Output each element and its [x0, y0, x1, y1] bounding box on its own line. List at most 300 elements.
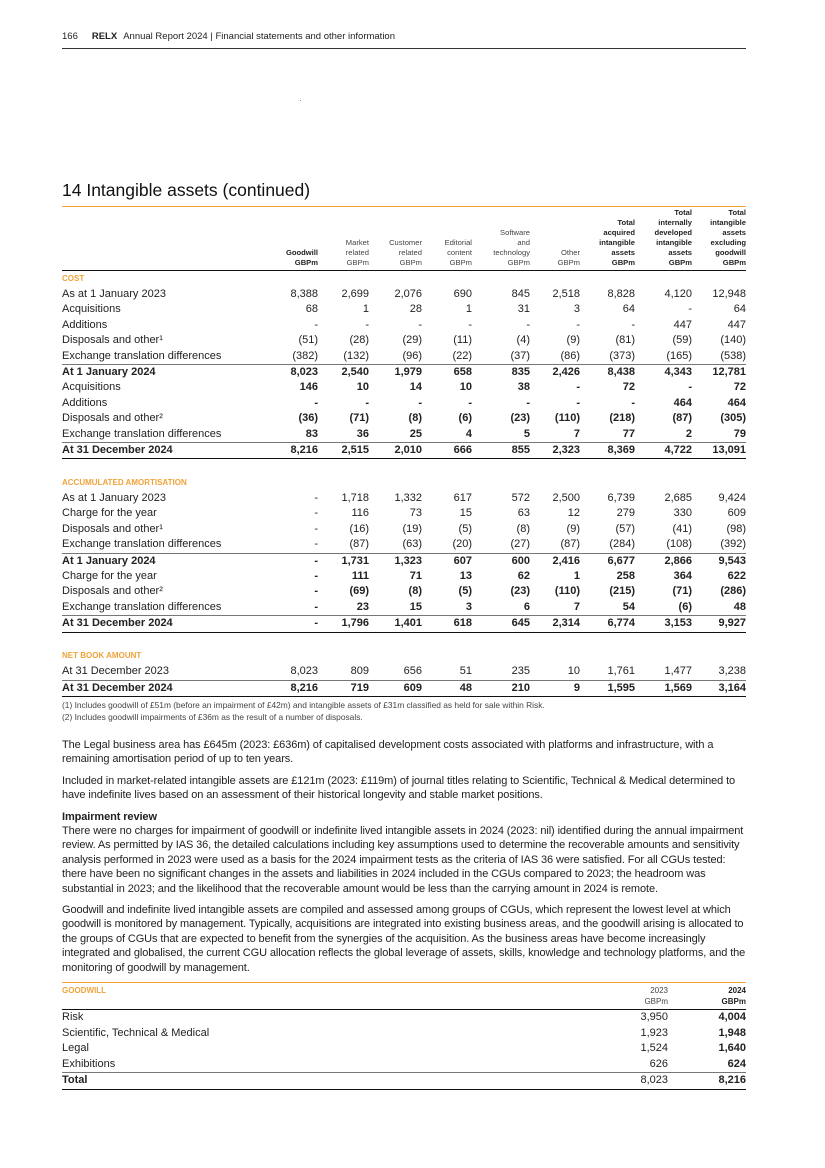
cell-value: (5)	[458, 522, 472, 535]
cell-value: (538)	[720, 349, 746, 362]
cell-value: (23)	[510, 412, 530, 425]
cell-value: (110)	[554, 412, 580, 425]
goodwill-heading: GOODWILL	[62, 983, 588, 1010]
cell-value: 645	[472, 616, 530, 632]
table-row	[62, 365, 746, 381]
cell-value: 4,722	[635, 443, 692, 459]
table-row	[62, 333, 746, 348]
cell-value: (6)	[458, 412, 472, 425]
cell-value: (87)	[349, 538, 369, 551]
cell-value: 447	[673, 318, 692, 331]
cell-value: 2,518	[552, 288, 580, 300]
cell-value: 364	[673, 570, 692, 582]
cell-value: (392)	[720, 538, 746, 551]
cell-value: -	[576, 381, 580, 394]
cell-value: (20)	[452, 538, 472, 551]
cell-value: -	[468, 396, 472, 409]
cell-value: 609	[369, 680, 422, 696]
cell-value: 1,477	[664, 665, 692, 678]
cell-value: (29)	[402, 334, 422, 347]
cell-value: 48	[422, 680, 472, 696]
cell-value: 4,120	[664, 288, 692, 300]
cell-value: -	[688, 381, 692, 394]
cell-value: -	[631, 396, 635, 409]
paragraph-cgu: Goodwill and indefinite lived intangible assets are compiled and assessed among groups of CGUs, which represent the lowest level at which goodwill is monitored by management. Typically, acquisitions are integrated into existing business areas, and the goodwill arising is allocated to the groups of CGUs that are expected to benefit from the synergies of the acquisition. As the business areas have become increasingly integrated and globalised, the current CGU allocation reflects the global leverage of assets, skills, knowledge and technology platforms, and the monitoring of goodwill by management.	[62, 904, 746, 974]
row-label: Exchange translation differences	[62, 427, 222, 440]
cell-value: 3,238	[718, 665, 746, 678]
cell-value: 68	[305, 303, 318, 316]
cell-value: 23	[356, 600, 369, 613]
cell-value: (8)	[516, 522, 530, 535]
cell-value: 658	[422, 365, 472, 381]
row-label: Charge for the year	[62, 570, 157, 582]
goodwill-col-2023	[588, 983, 668, 1010]
cell-value: 71	[409, 570, 422, 582]
body-text	[62, 738, 750, 975]
cell-value: 8,216	[272, 680, 318, 696]
column-header: Other GBPm	[530, 207, 580, 271]
header-subtitle: Annual Report 2024 | Financial statements and other information	[123, 31, 395, 42]
cell-value: (57)	[615, 522, 635, 535]
cell-value: (8)	[408, 585, 422, 598]
goodwill-label: Total	[62, 1073, 588, 1090]
cell-value: 62	[517, 570, 530, 582]
cell-value: 8,023	[272, 365, 318, 381]
goodwill-table	[62, 983, 746, 1090]
cell-value: (5)	[458, 585, 472, 598]
table-row	[62, 287, 746, 302]
table-row	[62, 349, 746, 365]
cell-value: 2,010	[369, 443, 422, 459]
cell-value: (86)	[560, 349, 580, 362]
cell-value: (382)	[292, 349, 318, 362]
goodwill-row	[62, 1026, 746, 1042]
table-row	[62, 302, 746, 317]
cell-value: 1,323	[369, 553, 422, 569]
row-label: Exchange translation differences	[62, 600, 222, 613]
cell-value: -	[526, 396, 530, 409]
cell-value: 72	[733, 381, 746, 394]
cell-value: 10	[356, 381, 369, 394]
section-heading-row	[62, 648, 746, 664]
cell-value: (98)	[726, 522, 746, 535]
unit: GBPm	[721, 997, 746, 1007]
cell-value: (69)	[349, 585, 369, 598]
cell-value: 1,595	[580, 680, 635, 696]
spacer-cell	[62, 459, 746, 475]
cell-value: -	[631, 318, 635, 331]
cell-value: 51	[459, 665, 472, 678]
table-row	[62, 522, 746, 537]
goodwill-label: Exhibitions	[62, 1057, 116, 1070]
cell-value: 63	[517, 507, 530, 520]
cell-value: 210	[472, 680, 530, 696]
cell-value: -	[314, 585, 318, 598]
cell-value: 8,216	[272, 443, 318, 459]
cell-value: -	[688, 303, 692, 316]
row-label: At 31 December 2023	[62, 665, 170, 678]
cell-value: 3	[573, 303, 580, 316]
cell-value: (140)	[720, 334, 746, 347]
page-content	[62, 0, 746, 1120]
cell-value: -	[314, 491, 318, 504]
table-row	[62, 491, 746, 506]
cell-value: (110)	[554, 585, 580, 598]
cell-value: -	[314, 318, 318, 331]
cell-value: 8,438	[580, 365, 635, 381]
cell-value: -	[468, 318, 472, 331]
goodwill-2024: 8,216	[668, 1073, 746, 1090]
cell-value: 25	[409, 427, 422, 440]
table-row	[62, 680, 746, 696]
row-label: Disposals and other²	[62, 585, 163, 598]
table-row	[62, 664, 746, 680]
cell-value: -	[526, 318, 530, 331]
cell-value: 5	[523, 427, 530, 440]
cell-value: 15	[459, 507, 472, 520]
table-row	[62, 506, 746, 521]
paragraph-market-related: Included in market-related intangible assets are £121m (2023: £119m) of journal titles relating to Scientific, Technical & Medical determined to have indefinite lives based on an assessment of their historical longevity and stable market positions.	[62, 774, 736, 802]
goodwill-2024: 4,004	[718, 1011, 746, 1024]
table-row	[62, 411, 746, 426]
goodwill-total-row	[62, 1073, 746, 1090]
row-label: As at 1 January 2023	[62, 288, 166, 300]
cell-value: -	[418, 318, 422, 331]
cell-value: 2,685	[664, 491, 692, 504]
row-label: At 31 December 2024	[62, 443, 272, 459]
section-heading-row	[62, 475, 746, 491]
cell-value: 855	[472, 443, 530, 459]
cell-value: 73	[409, 507, 422, 520]
cell-value: 2,699	[341, 288, 369, 300]
cell-value: (16)	[349, 522, 369, 535]
cell-value: 2,500	[552, 491, 580, 504]
cell-value: -	[365, 318, 369, 331]
paragraph-legal-costs: The Legal business area has £645m (2023: £636m) of capitalised development costs associated with platforms and infrastructure, with a remaining amortisation period of up to ten years.	[62, 738, 714, 766]
table-row	[62, 600, 746, 616]
goodwill-col-2024	[668, 983, 746, 1010]
cell-value: 4	[465, 427, 472, 440]
cell-value: 8,369	[580, 443, 635, 459]
cell-value: (59)	[672, 334, 692, 347]
section-spacer	[62, 632, 746, 648]
row-label: Disposals and other¹	[62, 334, 163, 347]
cell-value: 258	[616, 570, 635, 582]
row-label: Disposals and other²	[62, 412, 163, 425]
cell-value: (132)	[343, 349, 369, 362]
cell-value: 330	[673, 507, 692, 520]
goodwill-label: Risk	[62, 1011, 84, 1024]
cell-value: -	[418, 396, 422, 409]
cell-value: (8)	[408, 412, 422, 425]
cell-value: 656	[403, 665, 422, 678]
cell-value: 72	[622, 381, 635, 394]
row-label: Acquisitions	[62, 303, 121, 316]
paragraph-impairment: There were no charges for impairment of goodwill or indefinite lived intangible assets in 2024 (2023: nil) identified during the annual impairment review. As permitted by IAS 36, the detailed calculations including key assumptions used to determine the recoverable amounts and sensitivity analysis performed in 2023 were used as a basis for the 2024 impairment tests as the criteria of IAS 36 were satisfied. For all CGUs tested: there have been no significant changes in the assets and liabilities in 2024 included in the CGUs compared to 2023; the headroom was substantial in 2023; and the likelihood that the recoverable amount would be less than the carrying amount in 2024 is remote.	[62, 824, 744, 895]
cell-value: (87)	[560, 538, 580, 551]
cell-value: 2,866	[635, 553, 692, 569]
cell-value: 64	[733, 303, 746, 316]
impairment-heading: Impairment review	[62, 810, 157, 823]
cell-value: 9,927	[692, 616, 746, 632]
row-label: At 31 December 2024	[62, 616, 272, 632]
table-row	[62, 569, 746, 584]
cell-value: 8,388	[290, 288, 318, 300]
cell-value: (6)	[678, 600, 692, 613]
section-title: 14 Intangible assets (continued)	[62, 180, 311, 200]
cell-value: (63)	[402, 538, 422, 551]
cell-value: 12,781	[692, 365, 746, 381]
cell-value: 719	[318, 680, 369, 696]
goodwill-header-row	[62, 983, 746, 1010]
cell-value: 9,424	[718, 491, 746, 504]
page-number: 166	[62, 31, 78, 42]
cell-value: 2,416	[530, 553, 580, 569]
row-label: Additions	[62, 396, 108, 409]
cell-value: 1	[573, 570, 580, 582]
column-header: Total internally developed intangible assets GBPm	[635, 207, 692, 271]
table-header-row	[62, 207, 746, 271]
section-spacer	[62, 459, 746, 475]
cell-value: 1,401	[369, 616, 422, 632]
table-row	[62, 443, 746, 459]
goodwill-row	[62, 1041, 746, 1057]
cell-value: (218)	[609, 412, 635, 425]
cell-value: 6	[523, 600, 530, 613]
table-row	[62, 537, 746, 553]
cell-value: 1,979	[369, 365, 422, 381]
cell-value: 1,332	[394, 491, 422, 504]
row-label: Disposals and other¹	[62, 522, 163, 535]
cell-value: (305)	[720, 412, 746, 425]
cell-value: 279	[616, 507, 635, 520]
spacer-cell	[62, 632, 746, 648]
cell-value: (28)	[349, 334, 369, 347]
cell-value: 690	[453, 288, 472, 300]
cell-value: 6,774	[580, 616, 635, 632]
goodwill-2024: 624	[727, 1057, 746, 1070]
column-header: Market related GBPm	[318, 207, 369, 271]
goodwill-2024: 1,640	[718, 1042, 746, 1055]
cell-value: 845	[511, 288, 530, 300]
cell-value: 809	[350, 665, 369, 678]
cell-value: 12,948	[712, 288, 746, 300]
cell-value: -	[314, 522, 318, 535]
cell-value: 235	[511, 665, 530, 678]
cell-value: 617	[453, 491, 472, 504]
cell-value: 607	[422, 553, 472, 569]
cell-value: 1,569	[635, 680, 692, 696]
row-label: Exchange translation differences	[62, 349, 222, 362]
cell-value: 36	[356, 427, 369, 440]
cell-value: 2,540	[318, 365, 369, 381]
cell-value: 146	[299, 381, 318, 394]
footnotes	[62, 699, 746, 724]
goodwill-label: Legal	[62, 1042, 89, 1055]
cell-value: 1,718	[341, 491, 369, 504]
cell-value: 8,828	[607, 288, 635, 300]
table-row	[62, 396, 746, 411]
cell-value: 38	[517, 381, 530, 394]
cell-value: 54	[622, 600, 635, 613]
cell-value: 1,731	[318, 553, 369, 569]
row-label: Charge for the year	[62, 507, 157, 520]
section-heading: COST	[62, 274, 85, 283]
column-header: Editorial content GBPm	[422, 207, 472, 271]
cell-value: 7	[573, 600, 580, 613]
cell-value: 79	[733, 427, 746, 440]
cell-value: 618	[422, 616, 472, 632]
cell-value: 3,164	[692, 680, 746, 696]
cell-value: 600	[472, 553, 530, 569]
goodwill-row	[62, 1010, 746, 1026]
cell-value: 7	[573, 427, 580, 440]
cell-value: 2	[685, 427, 692, 440]
cell-value: 2,076	[394, 288, 422, 300]
cell-value: (9)	[566, 522, 580, 535]
cell-value: (37)	[510, 349, 530, 362]
cell-value: 77	[622, 427, 635, 440]
cell-value: (71)	[349, 412, 369, 425]
cell-value: (215)	[609, 585, 635, 598]
footnote-1: (1) Includes goodwill of £51m (before an impairment of £42m) and intangible assets of £31m classified as held for sale within Risk.	[62, 699, 545, 710]
cell-value: 13,091	[692, 443, 746, 459]
cell-value: 111	[351, 570, 369, 582]
cell-value: -	[314, 538, 318, 551]
cell-value: -	[272, 616, 318, 632]
cell-value: -	[365, 396, 369, 409]
cell-value: 13	[459, 570, 472, 582]
cell-value: (11)	[453, 334, 472, 347]
row-label: At 1 January 2024	[62, 365, 272, 381]
cell-value: (81)	[615, 334, 635, 347]
cell-value: (41)	[672, 522, 692, 535]
cell-value: 6,739	[607, 491, 635, 504]
cell-value: -	[272, 553, 318, 569]
cell-value: 10	[459, 381, 472, 394]
section-heading: ACCUMULATED AMORTISATION	[62, 477, 187, 487]
goodwill-2024: 1,948	[718, 1026, 746, 1039]
column-header: Goodwill GBPm	[272, 207, 318, 271]
cell-value: (373)	[609, 349, 635, 362]
cell-value: 572	[511, 491, 530, 504]
cell-value: 116	[351, 507, 369, 520]
brand-name: RELX	[91, 31, 118, 42]
cell-value: (71)	[672, 585, 692, 598]
cell-value: 2,314	[530, 616, 580, 632]
footnote-2: (2) Includes goodwill impairments of £36m as the result of a number of disposals.	[62, 712, 363, 723]
cell-value: (36)	[298, 412, 318, 425]
row-label: As at 1 January 2023	[62, 491, 166, 504]
cell-value: (4)	[516, 334, 530, 347]
cell-value: 31	[517, 303, 530, 316]
column-header: Total acquired intangible assets GBPm	[580, 207, 635, 271]
goodwill-2023: 1,923	[640, 1026, 668, 1039]
cell-value: 12	[567, 507, 580, 520]
cell-value: 48	[733, 600, 746, 613]
cell-value: (96)	[402, 349, 422, 362]
cell-value: 15	[409, 600, 422, 613]
cell-value: 8,023	[290, 665, 318, 678]
cell-value: 622	[727, 570, 746, 582]
year-2023: 2023	[650, 986, 668, 996]
goodwill-row	[62, 1057, 746, 1073]
header-blank	[62, 207, 272, 271]
cell-value: 10	[567, 665, 580, 678]
cell-value: 835	[472, 365, 530, 381]
row-label: At 1 January 2024	[62, 553, 272, 569]
cell-value: 2,323	[530, 443, 580, 459]
cell-value: (23)	[510, 585, 530, 598]
cell-value: -	[314, 507, 318, 520]
goodwill-label: Scientific, Technical & Medical	[62, 1026, 210, 1039]
cell-value: 447	[727, 318, 746, 331]
cell-value: 2,515	[318, 443, 369, 459]
cell-value: 666	[422, 443, 472, 459]
table-row	[62, 427, 746, 443]
cell-value: (22)	[452, 349, 472, 362]
table-row	[62, 553, 746, 569]
cell-value: (87)	[672, 412, 692, 425]
cell-value: (108)	[666, 538, 692, 551]
cell-value: 1	[362, 303, 369, 316]
goodwill-2023: 3,950	[640, 1011, 668, 1024]
cell-value: (19)	[402, 522, 422, 535]
table-row	[62, 584, 746, 599]
cell-value: (9)	[566, 334, 580, 347]
cell-value: -	[576, 318, 580, 331]
row-label: At 31 December 2024	[62, 680, 272, 696]
cell-value: 1	[465, 303, 472, 316]
table-row	[62, 616, 746, 632]
cell-value: (284)	[609, 538, 635, 551]
goodwill-2023: 8,023	[588, 1073, 668, 1090]
intangible-assets-table	[62, 207, 746, 697]
cell-value: 464	[673, 396, 692, 409]
cell-value: -	[314, 600, 318, 613]
table-row	[62, 318, 746, 333]
column-header: Customer related GBPm	[369, 207, 422, 271]
row-label: Exchange translation differences	[62, 538, 222, 551]
cell-value: (51)	[298, 334, 318, 347]
cell-value: 3	[465, 600, 472, 613]
cell-value: 83	[305, 427, 318, 440]
cell-value: (165)	[666, 349, 692, 362]
cell-value: 4,343	[635, 365, 692, 381]
cell-value: -	[576, 396, 580, 409]
year-2024: 2024	[728, 986, 746, 996]
cell-value: 464	[727, 396, 746, 409]
cell-value: 14	[409, 381, 422, 394]
cell-value: 6,677	[580, 553, 635, 569]
goodwill-2023: 1,524	[640, 1042, 668, 1055]
column-header: Total intangible assets excluding goodwill GBPm	[692, 207, 746, 271]
unit: GBPm	[644, 997, 668, 1007]
cell-value: 9	[530, 680, 580, 696]
row-label: Additions	[62, 318, 108, 331]
goodwill-2023: 626	[649, 1057, 668, 1070]
cell-value: 2,426	[530, 365, 580, 381]
cell-value: (27)	[510, 538, 530, 551]
cell-value: 1,761	[607, 665, 635, 678]
cell-value: 1,796	[318, 616, 369, 632]
cell-value: (286)	[720, 585, 746, 598]
section-heading: NET BOOK AMOUNT	[62, 651, 142, 661]
row-label: Acquisitions	[62, 381, 121, 394]
cell-value: 9,543	[692, 553, 746, 569]
cell-value: 3,153	[635, 616, 692, 632]
column-header: Software and technology GBPm	[472, 207, 530, 271]
